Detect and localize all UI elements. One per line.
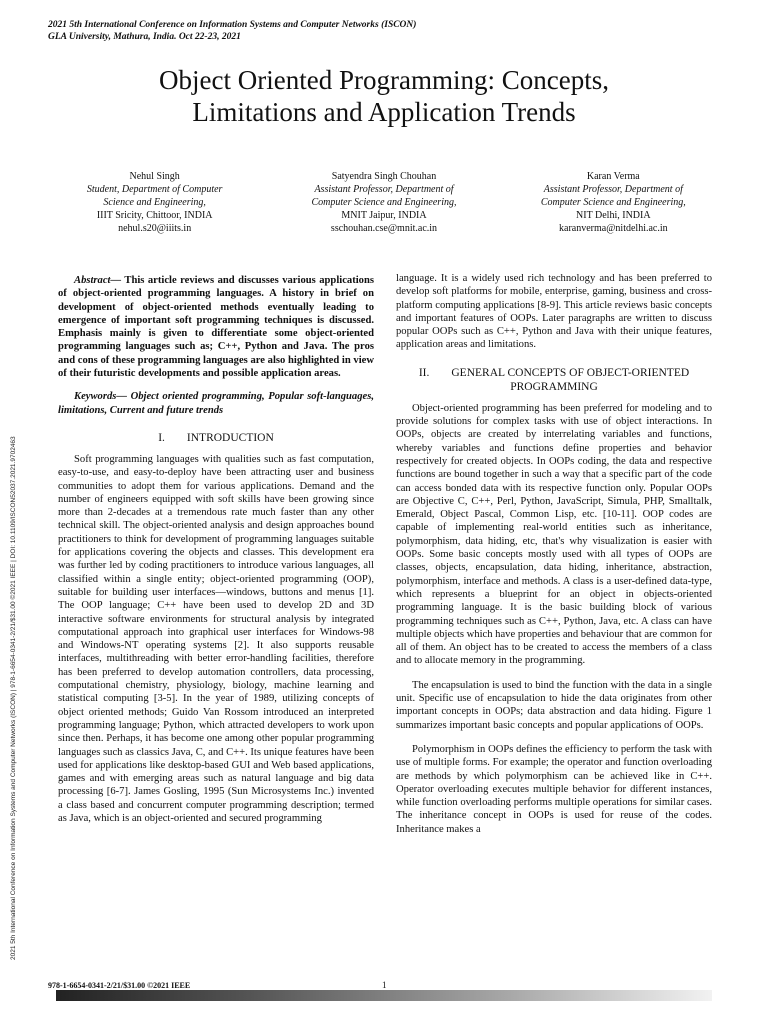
author-email: sschouhan.cse@mnit.ac.in bbox=[330, 223, 438, 234]
keywords-text: Object oriented programming, Popular soft-languages, limitations, Current and future trends bbox=[58, 391, 374, 416]
author-affiliation: Computer Science and Engineering, bbox=[311, 197, 457, 208]
right-paragraph-2: Object-oriented programming has been preferred for modeling and to provide solutions for complex tasks with use of object interactions. In OOPs, objects are created by interrelating variables and functions, whereby variables and functions define properties and behavior respectively for created objects. In OOPs coding, the data and respective functions are bound together in such a way that a specific part of the code can access bonded data with its respective function only. Popular OOPs are Objective C, C++, Perl, Python, JavaScript, Simula, PHP, Smalltalk, Emerald, Object Pascal, Common Lisp, etc. [10-11]. OOP codes are capable of implementing real-world entities such as inheritance, polymorphism, data hiding, etc, that's why visualization is easier with OOPs. Some basic concepts mostly used with all types of OOPs are classes, objects, encapsulation, data hiding, inheritance, abstraction, polymorphism, interface and methods. A class is a user-defined data-type, which represents a blueprint for an object in objects-oriented programming language. It is the basic building block of various programming techniques such as C++, Python, Java, etc. A class can have multiple objects which have properties and behaviour that are common for all of them. An object has to be created to access the members of a class and to allocate memory in the programming. bbox=[396, 402, 712, 667]
author-affiliation: Assistant Professor, Department of bbox=[314, 184, 454, 195]
section-title: INTRODUCTION bbox=[186, 431, 274, 444]
author-institution: IIIT Sricity, Chittoor, INDIA bbox=[96, 210, 213, 221]
left-column bbox=[58, 274, 374, 825]
author-2 bbox=[269, 170, 498, 235]
section-heading-introduction bbox=[58, 431, 374, 445]
author-affiliation: Science and Engineering, bbox=[103, 197, 206, 208]
author-institution: MNIT Jaipur, INDIA bbox=[341, 210, 427, 221]
author-1 bbox=[40, 170, 269, 235]
author-name: Satyendra Singh Chouhan bbox=[331, 171, 437, 182]
conference-venue: GLA University, Mathura, India. Oct 22-23, 2021 bbox=[48, 32, 241, 42]
intro-paragraph: Soft programming languages with qualities such as fast computation, easy-to-use, and easy-to-deploy have been attracting user and business communities to adopt them for various applications. Demand and the number of engineers equipped with soft skills have been growing since more than 2-decades at a tremendous rate much faster than any other technical skill. The object-oriented analysis and design approaches bound practitioners to think for development of programming languages suitable for applications covering the objects and classes. This development era was further led by coding practitioners to introduce various languages, all classified within a single entity; object-oriented programming (OOP), suitable for building user interfaces—windows, buttons and menus [1]. The OOP language; C++ have been used to develop 2D and 3D interactive software environments for structural analysis by integrated computational approach into graphical user interfaces for Windows-98 and Windows-NT operating systems [2]. It also supports reusable interfaces, multithreading with better error-handling facilities, therefore has been preferred to develop automation controllers, data processing, computational chemistry, physiology, biology, machine learning and statistical computing [3-5]. In the year of 1989, utilizing concepts of object oriented methods; Guido Van Rossom introduced an interpreted programming language; Python, which attracted developers to work upon since then. Perhaps, it has become one among other popular programming languages such as classics Java, C, and C++. Its unique features have been used for applications like desktop-based GUI and Web based applications, games and with emerging areas such as natural language and big data processing [6-7]. James Gosling, 1995 (Sun Microsystems Inc.) invented a class based and concurrent computer programming description; termed as Java, which is an object-oriented and secured programming bbox=[58, 453, 374, 824]
section-number: II. bbox=[418, 366, 430, 379]
section-number: I. bbox=[158, 431, 165, 444]
author-affiliation: Student, Department of Computer bbox=[86, 184, 223, 195]
abstract-label: Abstract— bbox=[74, 275, 122, 286]
right-paragraph-1: language. It is a widely used rich technology and has been preferred to develop soft platforms for mobile, enterprise, gaming, business and cross-platform computing applications [8-9]. This article reviews basic concepts and important features of OOPs. Later paragraphs are written to discuss popular OOPs such as C++, Python and Java with their unique features, application areas and limitations. bbox=[396, 273, 712, 351]
author-3 bbox=[499, 170, 728, 235]
right-column bbox=[396, 272, 712, 836]
right-paragraph-3: The encapsulation is used to bind the function with the data in a single unit. Specific use of encapsulation to hide the data originates from other important concepts in OOPs; data abstraction and data hiding. Figure 1 summarizes important basic concepts and popular applications of OOPs. bbox=[396, 679, 712, 731]
conference-name: 2021 5th International Conference on Information Systems and Computer Networks (ISCON) bbox=[48, 20, 417, 30]
author-affiliation: Assistant Professor, Department of bbox=[543, 184, 683, 195]
author-name: Karan Verma bbox=[586, 171, 640, 182]
section-title: GENERAL CONCEPTS OF OBJECT-ORIENTED PROGRAMMING bbox=[451, 366, 690, 393]
author-email: nehul.s20@iiits.in bbox=[118, 223, 192, 234]
page-number: 1 bbox=[382, 980, 387, 990]
footer-isbn: 978-1-6654-0341-2/21/$31.00 ©2021 IEEE bbox=[48, 981, 191, 990]
doi-sidebar: 2021 5th International Conference on Information Systems and Computer Networks (ISCON) | 978-1-6654-0341-2/21/$31.00 ©2021 IEEE | DOI: 10.1109/ISCON52037.2021.9702463 bbox=[10, 436, 17, 960]
author-institution: NIT Delhi, INDIA bbox=[576, 210, 651, 221]
author-name: Nehul Singh bbox=[129, 171, 180, 182]
title-line-2: Limitations and Application Trends bbox=[192, 97, 576, 127]
footer-gradient-bar bbox=[56, 990, 712, 1001]
conference-header bbox=[48, 19, 416, 43]
title-line-1: Object Oriented Programming: Concepts, bbox=[159, 65, 609, 95]
abstract-text: This article reviews and discusses various applications of object-oriented programming languages. A history in brief on development of object-oriented methods eventually leading to emergence of important soft programming techniques is discussed. Emphasis mainly is given to differentiate some object-oriented programming languages such as; C++, Python and Java. The pros and cons of these programming languages are also highlighted in view of their futuristic developments and possible application areas. bbox=[58, 275, 374, 380]
paper-title bbox=[40, 64, 728, 128]
section-heading-general-concepts bbox=[396, 366, 712, 394]
author-block bbox=[40, 170, 728, 235]
keywords bbox=[58, 390, 374, 417]
abstract bbox=[58, 274, 374, 380]
right-paragraph-4: Polymorphism in OOPs defines the efficiency to perform the task with use of multiple forms. For example; the operator and function overloading are methods by which polymorphism can be achieved like in C++. Operator overloading executes multiple behavior for different instances, while function overloading performs multiple operations for similar cases. The inheritance concept in OOPs is used for reuse of the codes. Inheritance makes a bbox=[396, 743, 712, 835]
author-email: karanverma@nitdelhi.ac.in bbox=[559, 223, 668, 234]
author-affiliation: Computer Science and Engineering, bbox=[540, 197, 686, 208]
keywords-label: Keywords— bbox=[74, 391, 127, 403]
